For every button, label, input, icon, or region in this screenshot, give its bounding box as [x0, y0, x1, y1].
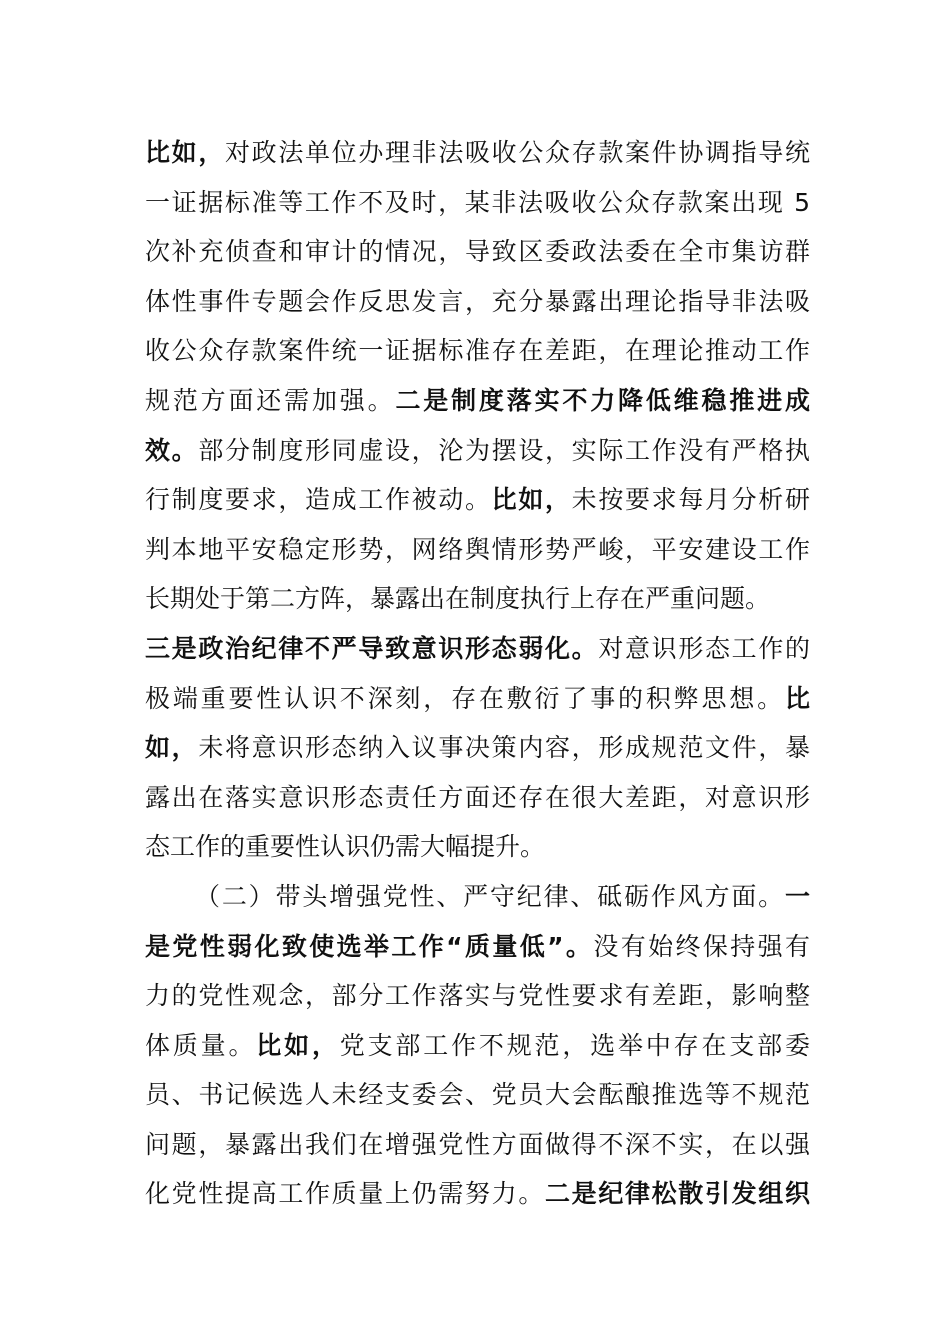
text-line [145, 178, 810, 228]
text-line [145, 475, 810, 525]
text-line [145, 128, 810, 178]
text-segment: 一证据标准等工作不及时，某非法吸收公众存款案出现 5 [145, 187, 810, 217]
text-line [145, 922, 810, 972]
text-line [145, 624, 810, 674]
text-segment: 规范方面还需加强。 [145, 385, 396, 415]
text-segment: 对意识形态工作的 [598, 633, 810, 663]
text-segment: （二）带头增强党性、严守纪律、砥砺作风方面。 [195, 881, 785, 911]
bold-text-segment: 比 [784, 683, 810, 713]
text-line [145, 674, 810, 724]
text-segment: 极端重要性认识不深刻，存在敷衍了事的积弊思想。 [145, 683, 785, 713]
text-segment: 对政法单位办理非法吸收公众存款案件协调指导统 [225, 138, 810, 167]
text-line [145, 227, 810, 277]
text-line [145, 326, 810, 376]
text-segment: 没有始终保持强有 [593, 931, 810, 961]
text-segment: 员、书记候选人未经支委会、党员大会酝酿推选等不规范 [145, 1080, 810, 1110]
text-segment: 判本地平安稳定形势，网络舆情形势严峻，平安建设工作 [145, 534, 810, 564]
text-line [145, 1021, 810, 1071]
document-body [145, 128, 810, 1219]
bold-text-segment: 二是制度落实不力降低维稳推进成 [395, 385, 810, 415]
text-segment: 体质量。 [145, 1030, 257, 1060]
text-segment: 次补充侦查和审计的情况，导致区委政法委在全市集访群 [145, 237, 810, 267]
text-segment: 力的党性观念，部分工作落实与党性要求有差距，影响整 [145, 981, 810, 1011]
bold-text-segment: 三是政治纪律不严导致意识形态弱化。 [145, 633, 599, 663]
text-line [145, 426, 810, 476]
text-line [145, 822, 810, 872]
text-line [145, 1070, 810, 1120]
text-segment: 露出在落实意识形态责任方面还存在很大差距，对意识形 [145, 782, 810, 812]
bold-text-segment: 比如， [145, 138, 225, 167]
bold-text-segment: 效。 [145, 435, 199, 465]
bold-text-segment: 比如， [256, 1030, 340, 1060]
text-line [145, 277, 810, 327]
text-line [145, 971, 810, 1021]
text-line [145, 525, 810, 575]
text-segment: 化党性提高工作质量上仍需努力。 [145, 1179, 545, 1209]
text-line [145, 1120, 810, 1170]
bold-text-segment: 如， [145, 733, 199, 763]
bold-text-segment: 是党性弱化致使选举工作“质量低”。 [145, 931, 594, 961]
text-segment: 问题，暴露出我们在增强党性方面做得不深不实，在以强 [145, 1129, 810, 1159]
text-segment: 党支部工作不规范，选举中存在支部委 [339, 1030, 810, 1060]
text-segment: 长期处于第二方阵，暴露出在制度执行上存在严重问题。 [145, 584, 771, 614]
text-segment: 态工作的重要性认识仍需大幅提升。 [145, 832, 546, 862]
bold-text-segment: 二是纪律松散引发组织 [544, 1179, 810, 1209]
text-line [145, 872, 810, 922]
text-line [145, 574, 810, 624]
text-line [145, 723, 810, 773]
text-line [145, 1169, 810, 1219]
text-line [145, 376, 810, 426]
text-segment: 体性事件专题会作反思发言，充分暴露出理论指导非法吸 [145, 286, 810, 316]
text-line [145, 773, 810, 823]
text-segment: 未按要求每月分析研 [571, 485, 810, 515]
bold-text-segment: 一 [784, 881, 810, 911]
text-segment: 行制度要求，造成工作被动。 [145, 485, 492, 515]
text-segment: 收公众存款案件统一证据标准存在差距，在理论推动工作 [145, 336, 810, 366]
bold-text-segment: 比如， [491, 485, 572, 515]
text-segment: 未将意识形态纳入议事决策内容，形成规范文件，暴 [198, 733, 810, 763]
text-segment: 部分制度形同虚设，沦为摆设，实际工作没有严格执 [198, 435, 810, 465]
